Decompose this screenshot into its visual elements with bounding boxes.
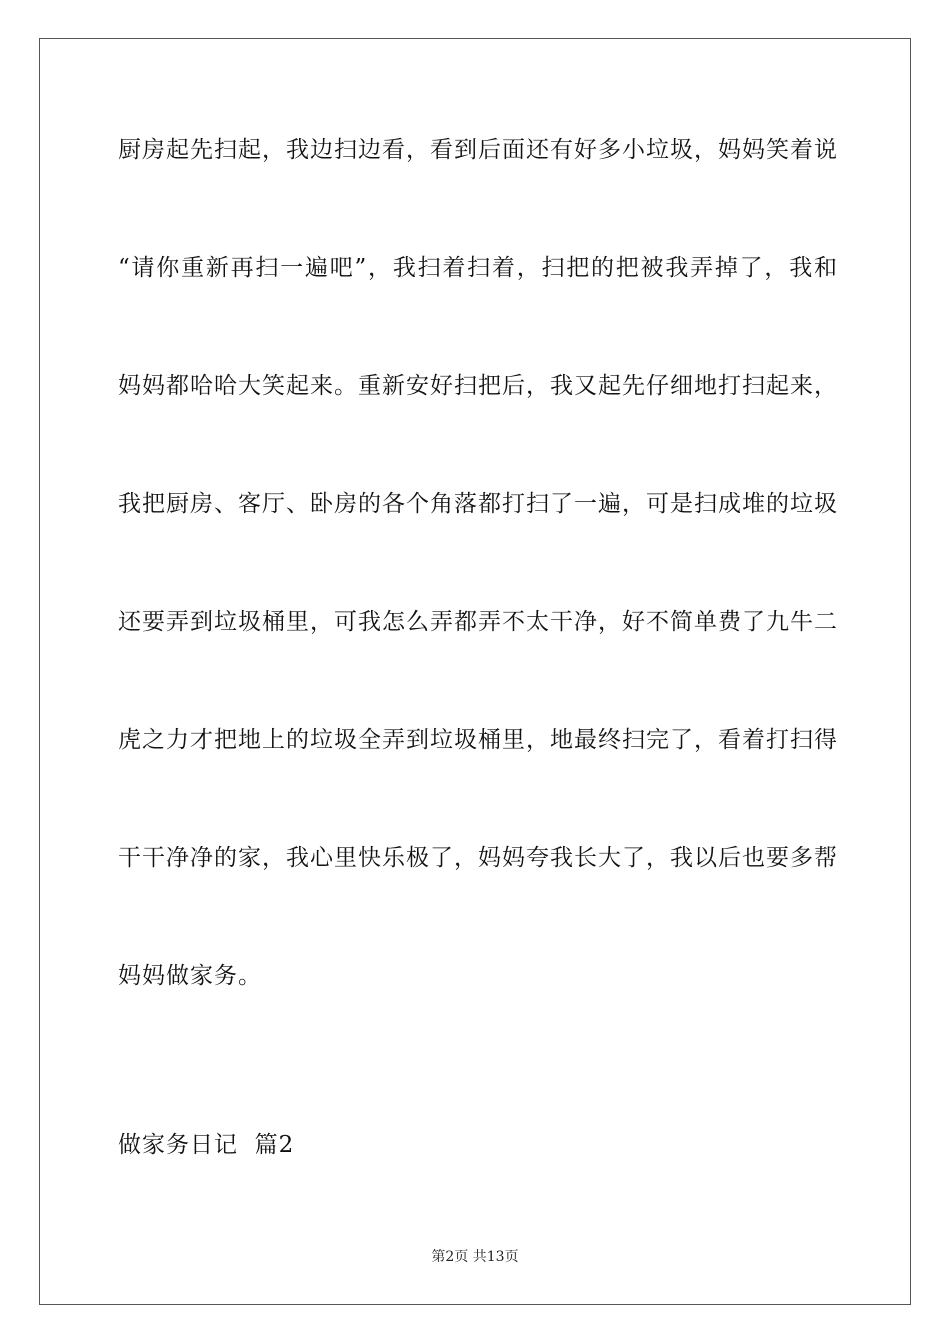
text-line-8: 妈妈做家务。	[118, 963, 262, 989]
text-line-2: “请你重新再扫一遍吧”，我扫着扫着，扫把的把被我弄掉了，我和	[118, 255, 838, 281]
text-line-3: 妈妈都哈哈大笑起来。重新安好扫把后，我又起先仔细地打扫起来，	[118, 373, 838, 399]
section-heading: 做家务日记 篇2	[118, 1132, 295, 1158]
text-line-4: 我把厨房、客厅、卧房的各个角落都打扫了一遍，可是扫成堆的垃圾	[118, 491, 838, 517]
text-line-1: 厨房起先扫起，我边扫边看，看到后面还有好多小垃圾，妈妈笑着说	[118, 137, 838, 163]
page-number-footer: 第2页 共13页	[431, 1249, 519, 1265]
body-text	[118, 127, 838, 1071]
text-line-7: 干干净净的家，我心里快乐极了，妈妈夸我长大了，我以后也要多帮	[118, 845, 838, 871]
text-line-6: 虎之力才把地上的垃圾全弄到垃圾桶里，地最终扫完了，看着打扫得	[118, 727, 838, 753]
text-line-5: 还要弄到垃圾桶里，可我怎么弄都弄不太干净，好不简单费了九牛二	[118, 609, 838, 635]
